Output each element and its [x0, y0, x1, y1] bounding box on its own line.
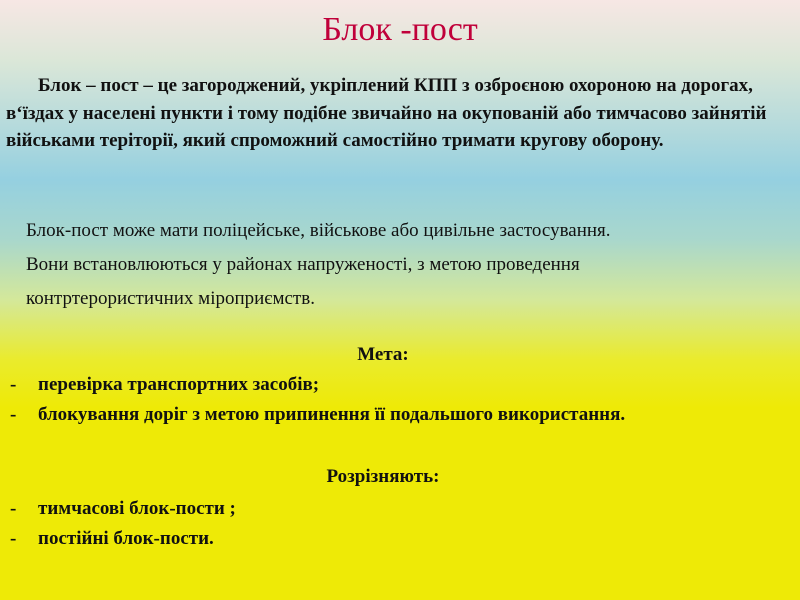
- goal-heading: Мета:: [357, 344, 409, 365]
- kinds-heading: Розрізняють:: [326, 466, 440, 487]
- goal-item-2: [10, 400, 790, 430]
- usage-line-3: контртерористичних міроприємств.: [26, 288, 315, 309]
- goal-item-text: перевірка транспортних засобів;: [38, 374, 320, 395]
- bullet-dash: -: [10, 498, 17, 519]
- bullet-dash: -: [10, 374, 17, 395]
- definition-separator: –: [138, 75, 158, 96]
- definition-paragraph: [6, 72, 786, 155]
- kinds-list: [10, 494, 790, 554]
- kinds-item-text: тимчасові блок-пости ;: [38, 498, 236, 519]
- goal-item-text: блокування доріг з метою припинення її подальшого використання.: [38, 404, 626, 425]
- slide-title: Блок -пост: [322, 11, 478, 48]
- usage-line-1: Блок-пост може мати поліцейське, військове або цивільне застосування.: [26, 220, 611, 241]
- usage-line-2: Вони встановлюються у районах напруженості, з метою проведення: [26, 254, 580, 275]
- goal-list: [10, 370, 790, 430]
- kinds-item-2: [10, 524, 790, 554]
- kinds-item-1: [10, 494, 790, 524]
- kinds-item-text: постійні блок-пости.: [38, 528, 214, 549]
- goal-item-1: [10, 370, 790, 400]
- bullet-dash: -: [10, 404, 17, 425]
- definition-text: це загороджений, укріплений КПП з озброєною охороною на дорогах, в‘їздах у населені пункти і тому подібне звичайно на окупованій або тимчасово зайнятій військами теріторії, який спроможний самостійно тримати кругову оборону.: [6, 75, 767, 151]
- definition-term: Блок – пост: [38, 75, 139, 96]
- usage-paragraph: [26, 216, 786, 318]
- bullet-dash: -: [10, 528, 17, 549]
